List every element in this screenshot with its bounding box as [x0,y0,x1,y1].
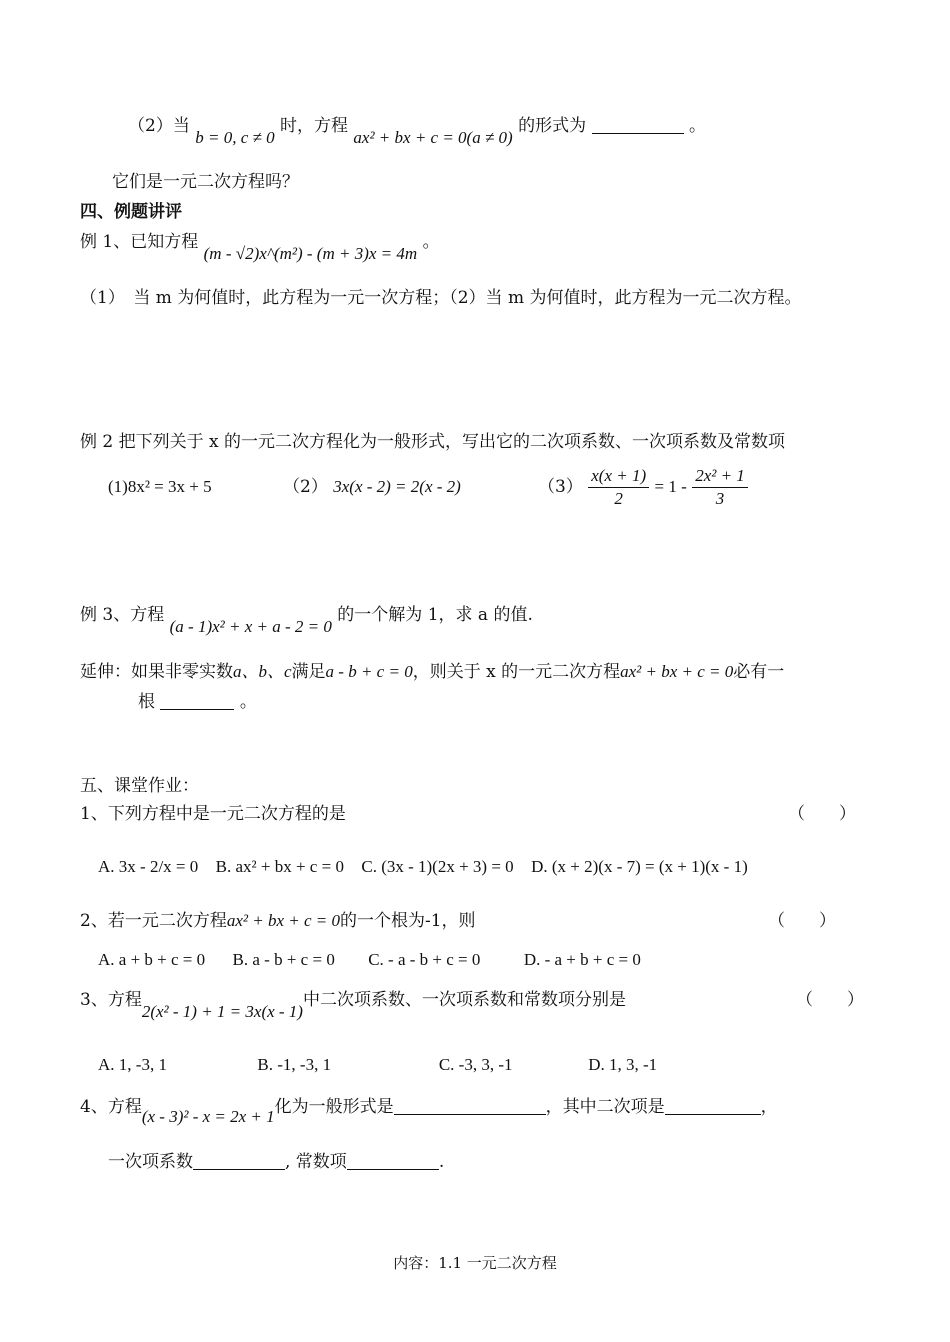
example1-parts: （1） 当 m 为何值时，此方程为一元一次方程；（2）当 m 为何值时，此方程为一元二次方程。 [80,288,802,308]
extension-line1 [80,660,784,684]
question-line: 它们是一元二次方程吗？ [112,172,299,192]
extension-blank[interactable] [160,691,234,710]
question1-option-d[interactable]: D. (x + 2)(x - 7) = (x + 1)(x - 1) [531,857,748,876]
question1-options [98,855,748,879]
case2-mid: 时，方程 [280,116,348,136]
example3-prefix: 例 3、方程 [80,605,165,625]
question1-option-c[interactable]: C. (3x - 1)(2x + 3) = 0 [361,857,514,876]
extension-text4: 必有一 [733,662,785,682]
question4-constant-label: , 常数项 [285,1152,347,1172]
question2-option-b[interactable]: B. a - b + c = 0 [232,950,335,969]
question4-prefix: 4、方程 [80,1097,142,1117]
example3-equation: (a - 1)x² + x + a - 2 = 0 [169,617,332,636]
question3-option-a[interactable]: A. 1, -3, 1 [98,1055,167,1074]
extension-abc: a、b、c [233,662,292,681]
example1-end: 。 [422,232,440,252]
question1-text: 1、下列方程中是一元二次方程的是 [80,804,346,824]
question2-suffix: 的一个根为-1，则 [339,911,476,931]
fraction1-denominator: 2 [614,489,623,508]
extension-equation: ax² + bx + c = 0 [620,662,734,681]
question3-options [98,1053,657,1077]
question2-line [80,909,476,933]
question4-line1 [80,1095,778,1126]
question3-suffix: 中二次项系数、一次项系数和常数项分别是 [302,990,626,1010]
example1-line [80,230,440,263]
extension-text3: ，则关于 x 的一元二次方程 [412,662,621,682]
question3-option-c[interactable]: C. -3, 3, -1 [438,1055,513,1074]
example2-eq3-mid: = 1 - [654,477,687,496]
example1-prefix: 例 1、已知方程 [80,232,199,252]
question1-option-a[interactable]: A. 3x - 2/x = 0 [98,857,199,876]
extension-text1: 延伸：如果非零实数 [80,662,233,682]
case2-line [128,114,706,147]
example3-suffix: 的一个解为 1，求 a 的值. [337,605,533,625]
question4-line2 [108,1150,444,1174]
question4-constant-blank[interactable] [347,1151,439,1170]
question3-paren: （ ） [796,990,864,1010]
section-four-heading: 四、例题讲评 [80,202,182,222]
question1-option-b[interactable]: B. ax² + bx + c = 0 [215,857,344,876]
question4-general-form-blank[interactable] [394,1096,546,1115]
case2-prefix: （2）当 [128,116,190,136]
question4-linear-blank[interactable] [193,1151,285,1170]
example2-eq1 [108,475,212,499]
question3-equation: 2(x² - 1) + 1 = 3x(x - 1) [141,1002,303,1021]
example3-line [80,603,533,636]
question4-equation: (x - 3)² - x = 2x + 1 [141,1107,275,1126]
question4-end: ， [760,1097,778,1117]
question2-prefix: 2、若一元二次方程 [80,911,227,931]
question2-paren: （ ） [768,911,836,931]
case2-end: 。 [688,116,706,136]
question4-quadratic-term-blank[interactable] [665,1096,761,1115]
question4-linear-label: 一次项系数 [108,1152,193,1172]
extension-condition: a - b + c = 0 [325,662,413,681]
extension-end: 。 [239,692,257,712]
case2-equation: ax² + bx + c = 0(a ≠ 0) [353,128,513,147]
question2-option-c[interactable]: C. - a - b + c = 0 [368,950,481,969]
extension-root-label: 根 [138,692,155,712]
question3-line [80,988,626,1021]
example2-eq2 [283,475,461,499]
example2-equation2: 3x(x - 2) = 2(x - 2) [333,477,461,496]
question2-option-d[interactable]: D. - a + b + c = 0 [523,950,641,969]
fraction2-denominator: 3 [715,489,725,508]
example2-eq3-fraction1 [588,465,649,510]
question3-option-b[interactable]: B. -1, -3, 1 [257,1055,332,1074]
question2-equation: ax² + bx + c = 0 [226,911,340,930]
case2-suffix: 的形式为 [518,116,587,136]
question1-paren: （ ） [788,804,856,824]
question2-options [98,948,641,972]
extension-text2: 满足 [291,662,326,682]
question4-mid2: ，其中二次项是 [545,1097,665,1117]
extension-line2 [138,690,257,714]
question4-line2-end: . [438,1152,445,1172]
question3-prefix: 3、方程 [80,990,142,1010]
fraction2-numerator: 2x² + 1 [692,465,748,488]
question2-option-a[interactable]: A. a + b + c = 0 [98,950,206,969]
page-footer: 内容：1.1 一元二次方程 [393,1254,557,1272]
example2-eq3-fraction2 [692,465,748,510]
case2-condition: b = 0, c ≠ 0 [195,128,275,147]
example2-eq3-label: （3） [538,477,583,497]
section-five-heading: 五、课堂作业： [80,776,199,796]
example1-equation: (m - √2)x^(m²) - (m + 3)x = 4m [203,244,418,263]
example2-text: 例 2 把下列关于 x 的一元二次方程化为一般形式，写出它的二次项系数、一次项系数及常数项 [80,432,786,452]
case2-blank[interactable] [592,115,684,134]
fraction1-numerator: x(x + 1) [588,465,649,488]
question3-option-d[interactable]: D. 1, 3, -1 [588,1055,658,1074]
example2-equation1: (1)8x² = 3x + 5 [108,477,212,496]
example2-eq3 [538,462,748,512]
example2-eq2-label: （2） [283,477,328,497]
question4-mid: 化为一般形式是 [274,1097,394,1117]
